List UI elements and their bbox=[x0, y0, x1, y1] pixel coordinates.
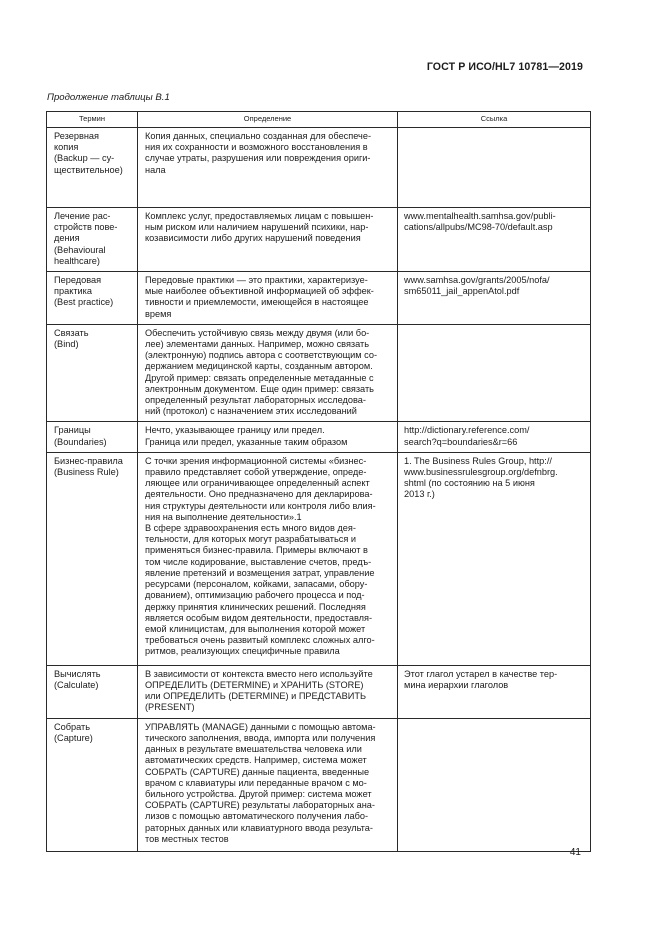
definition-line: СОБРАТЬ (CAPTURE) данные пациента, введенные bbox=[145, 766, 370, 777]
table-caption: Продолжение таблицы В.1 bbox=[47, 92, 170, 103]
definition-line: тивности и приемлемости, имеющейся в настоящее bbox=[145, 297, 369, 308]
definition-line: (PRESENT) bbox=[145, 702, 195, 713]
definition-line: держанием медицинской карты, созданным автором. bbox=[145, 361, 373, 372]
term-line: Вычислять bbox=[54, 668, 101, 679]
term-line: (Business Rule) bbox=[54, 467, 119, 478]
reference-line: www.mentalhealth.samhsa.gov/publi- bbox=[404, 211, 556, 221]
table-row bbox=[47, 272, 591, 325]
term-cell bbox=[47, 208, 138, 272]
table-row bbox=[47, 422, 591, 452]
definition-cell bbox=[138, 324, 398, 422]
definition-line: ОПРЕДЕЛИТЬ (DETERMINE) и ХРАНИТЬ (STORE) bbox=[145, 680, 364, 691]
definition-line: электронным документом. Еще один пример: связать bbox=[145, 383, 374, 394]
definition-cell bbox=[138, 128, 398, 208]
term-line: Передовая bbox=[54, 275, 102, 286]
standard-header: ГОСТ Р ИСО/HL7 10781—2019 bbox=[426, 61, 583, 73]
term-line: (Boundaries) bbox=[54, 436, 107, 447]
definition-cell bbox=[138, 452, 398, 665]
column-header-term: Термин bbox=[47, 112, 138, 128]
definition-line: Нечто, указывающее границу или предел. bbox=[145, 425, 325, 436]
term-line: Резервная bbox=[54, 131, 99, 141]
definition-line: раторных данных или клавиатурного ввода результа- bbox=[145, 822, 373, 833]
reference-cell bbox=[398, 272, 591, 325]
definition-line: ния структуры деятельности или контроля либо влия- bbox=[145, 500, 376, 511]
definition-line: Передовые практики — это практики, характеризуе- bbox=[145, 275, 368, 286]
reference-line: shtml (по состоянию на 5 июня bbox=[404, 478, 535, 489]
definition-line: или ОПРЕДЕЛИТЬ (DETERMINE) и ПРЕДСТАВИТЬ bbox=[145, 691, 367, 702]
definition-line: является особым видом деятельности, предоставля- bbox=[145, 612, 373, 623]
reference-line: www.businessrulesgroup.org/defnbrg. bbox=[404, 467, 558, 478]
term-cell bbox=[47, 422, 138, 452]
reference-cell bbox=[398, 208, 591, 272]
definition-line: бильного устройства. Другой пример: система может bbox=[145, 789, 372, 800]
column-header-definition: Определение bbox=[138, 112, 398, 128]
page-number: 41 bbox=[569, 847, 581, 858]
definition-line: тического заполнения, ввода, импорта или получения bbox=[145, 733, 376, 744]
definition-line: тельности, для которых могут разрабатываться и bbox=[145, 534, 357, 545]
definition-line: Комплекс услуг, предоставляемых лицам с повышен- bbox=[145, 211, 374, 221]
definition-line: том числе кодирование, выставление счетов, предъ- bbox=[145, 556, 372, 567]
term-line: (Behavioural bbox=[54, 244, 106, 255]
table-body bbox=[47, 128, 591, 852]
term-cell bbox=[47, 718, 138, 851]
column-header-reference: Ссылка bbox=[398, 112, 591, 128]
table-row bbox=[47, 128, 591, 208]
definition-cell bbox=[138, 665, 398, 718]
term-line: Связать bbox=[54, 327, 89, 338]
definition-line: В зависимости от контекста вместо него используйте bbox=[145, 668, 373, 679]
definition-line: мые наиболее объективной информацией об эффек- bbox=[145, 286, 374, 297]
reference-cell bbox=[398, 128, 591, 208]
definition-line: СОБРАТЬ (CAPTURE) результаты лабораторных ана- bbox=[145, 800, 375, 811]
term-cell bbox=[47, 324, 138, 422]
definition-line: требоваться очень развитый комплекс сложных алго- bbox=[145, 635, 375, 646]
definition-line: правило представляет собой утверждение, опреде- bbox=[145, 467, 367, 478]
definition-line: врачом с клавиатуры или переданные врачом с мо- bbox=[145, 777, 367, 788]
definition-line: Копия данных, специально созданная для обеспече- bbox=[145, 131, 372, 141]
term-line: (Capture) bbox=[54, 733, 93, 744]
reference-line: мина иерархии глаголов bbox=[404, 680, 509, 691]
reference-line: cations/allpubs/MC98-70/default.asp bbox=[404, 222, 553, 233]
definition-line: держку принятия клинических решений. Последняя bbox=[145, 601, 366, 612]
reference-cell bbox=[398, 718, 591, 851]
definition-line: данных в результате вмешательства человека или bbox=[145, 744, 362, 755]
definition-line: время bbox=[145, 308, 172, 319]
reference-line: search?q=boundaries&r=66 bbox=[404, 436, 518, 447]
definition-line: ний (протокол) с назначением этих исследований bbox=[145, 406, 357, 417]
definition-line: ляющее или ограничивающее определенный аспект bbox=[145, 478, 370, 489]
table-header-row bbox=[47, 112, 591, 128]
definition-line: лизов с помощью автоматического получения лабо- bbox=[145, 811, 369, 822]
definition-line: нала bbox=[145, 164, 166, 175]
term-line: healthcare) bbox=[54, 255, 100, 266]
term-line: Собрать bbox=[54, 721, 91, 732]
definition-line: тов местных тестов bbox=[145, 833, 229, 844]
definition-line: Граница или предел, указанные таким образом bbox=[145, 436, 348, 447]
definition-line: лее) элементами данных. Например, можно связать bbox=[145, 339, 370, 350]
table-row bbox=[47, 208, 591, 272]
reference-line: http://dictionary.reference.com/ bbox=[404, 425, 530, 436]
definition-line: ресурсами (персоналом, койками, запасами, обору- bbox=[145, 579, 368, 590]
definition-line: емой клиницистам, для выполнения которой может bbox=[145, 623, 366, 634]
reference-line: Этот глагол устарел в качестве тер- bbox=[404, 668, 558, 679]
term-line: (Backup — су- bbox=[54, 153, 115, 164]
term-line: практика bbox=[54, 286, 92, 297]
reference-line: www.samhsa.gov/grants/2005/nofa/ bbox=[404, 275, 550, 286]
term-line: (Calculate) bbox=[54, 680, 99, 691]
definition-cell bbox=[138, 718, 398, 851]
definition-line: дованием), оптимизацию рабочего процесса и под- bbox=[145, 590, 365, 601]
term-line: ществительное) bbox=[54, 164, 123, 175]
terms-table bbox=[46, 111, 591, 852]
definition-line: ния на выполнение деятельности».1 bbox=[145, 511, 302, 522]
reference-cell bbox=[398, 324, 591, 422]
definition-line: ритмов, реализующих специфичные правила bbox=[145, 646, 340, 657]
term-cell bbox=[47, 272, 138, 325]
definition-line: ния их сохранности и возможного восстановления в bbox=[145, 142, 368, 153]
table-row bbox=[47, 718, 591, 851]
definition-line: деятельности. Оно предназначено для декларирова- bbox=[145, 489, 373, 500]
reference-line: 1. The Business Rules Group, http:// bbox=[404, 455, 552, 466]
definition-line: применяться бизнес-правила. Примеры включают в bbox=[145, 545, 368, 556]
definition-line: С точки зрения информационной системы «бизнес- bbox=[145, 455, 367, 466]
term-line: стройств пове- bbox=[54, 222, 118, 233]
definition-line: определенный результат лабораторных исследова- bbox=[145, 395, 366, 406]
term-cell bbox=[47, 452, 138, 665]
term-line: Лечение рас- bbox=[54, 211, 111, 221]
definition-line: случае утраты, разрушения или повреждения ориги- bbox=[145, 153, 371, 164]
reference-cell bbox=[398, 422, 591, 452]
reference-line: sm65011_jail_appenAtol.pdf bbox=[404, 286, 520, 297]
definition-line: Обеспечить устойчивую связь между двумя (или бо- bbox=[145, 327, 370, 338]
definition-cell bbox=[138, 272, 398, 325]
definition-line: Другой пример: связать определенные метаданные с bbox=[145, 372, 374, 383]
term-line: Границы bbox=[54, 425, 91, 436]
definition-line: В сфере здравоохранения есть много видов дея- bbox=[145, 523, 356, 534]
term-cell bbox=[47, 128, 138, 208]
term-line: (Bind) bbox=[54, 339, 79, 350]
term-cell bbox=[47, 665, 138, 718]
definition-cell bbox=[138, 208, 398, 272]
table-row bbox=[47, 665, 591, 718]
definition-line: (электронную) подпись автора с соответствующим со- bbox=[145, 350, 378, 361]
table-row bbox=[47, 452, 591, 665]
reference-cell bbox=[398, 665, 591, 718]
reference-cell bbox=[398, 452, 591, 665]
term-line: копия bbox=[54, 142, 79, 153]
term-line: дения bbox=[54, 233, 80, 244]
table-row bbox=[47, 324, 591, 422]
term-line: Бизнес-правила bbox=[54, 455, 123, 466]
definition-line: УПРАВЛЯТЬ (MANAGE) данными с помощью автома- bbox=[145, 721, 376, 732]
definition-line: автоматических средств. Например, система может bbox=[145, 755, 367, 766]
definition-line: козависимости либо других нарушений поведения bbox=[145, 233, 361, 244]
reference-line: 2013 г.) bbox=[404, 489, 435, 500]
definition-line: ным риском или наличием нарушений психики, нар- bbox=[145, 222, 369, 233]
definition-line: явление претензий и возмещения затрат, управление bbox=[145, 567, 375, 578]
term-line: (Best practice) bbox=[54, 297, 114, 308]
definition-cell bbox=[138, 422, 398, 452]
